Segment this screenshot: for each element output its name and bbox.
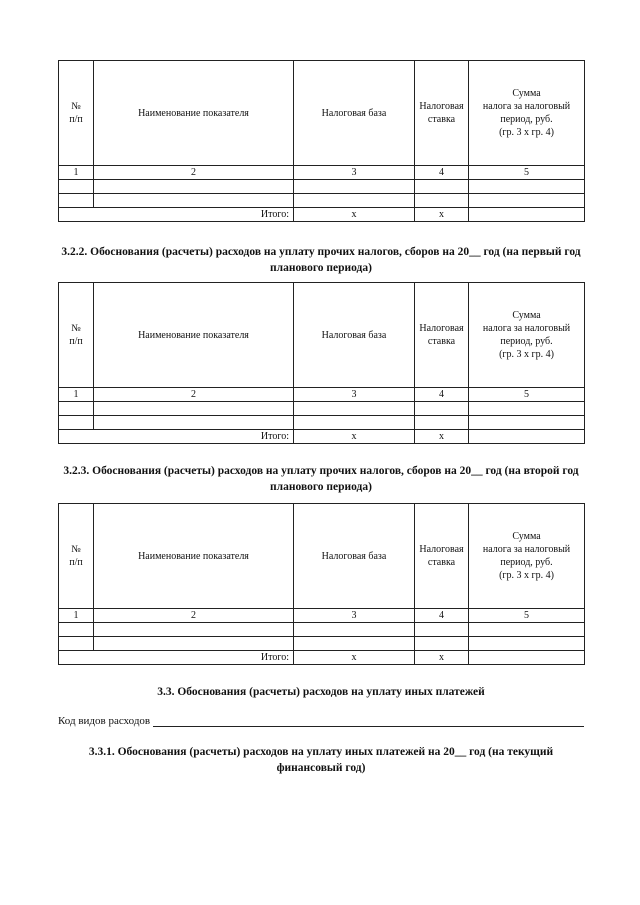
table-row — [59, 194, 585, 208]
col-number: 4 — [415, 609, 469, 623]
total-rate: x — [415, 430, 469, 444]
col-number: 3 — [294, 166, 415, 180]
total-label: Итого: — [59, 430, 294, 444]
header-base: Налоговая база — [294, 283, 415, 388]
header-name: Наименование показателя — [94, 283, 294, 388]
col-number: 2 — [94, 609, 294, 623]
table-row — [59, 623, 585, 637]
header-num: № п/п — [59, 283, 94, 388]
header-rate: Налоговая ставка — [415, 504, 469, 609]
header-name: Наименование показателя — [94, 504, 294, 609]
header-name: Наименование показателя — [94, 61, 294, 166]
total-row — [59, 651, 585, 665]
section-heading-3-2-3: 3.2.3. Обоснования (расчеты) расходов на уплату прочих налогов, сборов на 20__ год (на второй год планового периода) — [63, 465, 579, 493]
header-num: № п/п — [59, 504, 94, 609]
tax-table-3 — [58, 503, 585, 665]
header-sum: Сумма налога за налоговый период, руб. (гр. 3 х гр. 4) — [469, 504, 585, 609]
header-sum: Сумма налога за налоговый период, руб. (гр. 3 х гр. 4) — [469, 61, 585, 166]
col-number: 5 — [469, 388, 585, 402]
table-row — [59, 180, 585, 194]
col-number: 1 — [59, 166, 94, 180]
total-label: Итого: — [59, 651, 294, 665]
header-base: Налоговая база — [294, 61, 415, 166]
header-sum: Сумма налога за налоговый период, руб. (гр. 3 х гр. 4) — [469, 283, 585, 388]
total-base: x — [294, 208, 415, 222]
table-row — [59, 402, 585, 416]
col-number: 4 — [415, 166, 469, 180]
total-sum — [469, 430, 585, 444]
expense-code-label: Код видов расходов — [58, 715, 151, 727]
col-number: 5 — [469, 166, 585, 180]
col-number: 2 — [94, 388, 294, 402]
total-sum — [469, 651, 585, 665]
tax-table-2 — [58, 282, 585, 444]
col-number: 3 — [294, 609, 415, 623]
total-row — [59, 430, 585, 444]
header-rate: Налоговая ставка — [415, 61, 469, 166]
expense-code-line — [58, 715, 584, 727]
total-base: x — [294, 430, 415, 444]
col-number: 2 — [94, 166, 294, 180]
total-label: Итого: — [59, 208, 294, 222]
total-row — [59, 208, 585, 222]
total-rate: x — [415, 651, 469, 665]
col-number: 1 — [59, 388, 94, 402]
col-number: 3 — [294, 388, 415, 402]
section-heading-3-3-1: 3.3.1. Обоснования (расчеты) расходов на уплату иных платежей на 20__ год (на текущий финансовый год) — [88, 746, 554, 774]
col-number: 4 — [415, 388, 469, 402]
total-base: x — [294, 651, 415, 665]
section-heading-3-2-2: 3.2.2. Обоснования (расчеты) расходов на уплату прочих налогов, сборов на 20__ год (на первый год планового периода) — [61, 246, 581, 274]
col-number: 5 — [469, 609, 585, 623]
table-row — [59, 416, 585, 430]
table-row — [59, 637, 585, 651]
header-num: № п/п — [59, 61, 94, 166]
col-number: 1 — [59, 609, 94, 623]
total-sum — [469, 208, 585, 222]
expense-code-field[interactable] — [153, 715, 584, 727]
total-rate: x — [415, 208, 469, 222]
section-heading-3-3: 3.3. Обоснования (расчеты) расходов на уплату иных платежей — [157, 686, 485, 698]
header-rate: Налоговая ставка — [415, 283, 469, 388]
tax-table-1 — [58, 60, 585, 222]
header-base: Налоговая база — [294, 504, 415, 609]
